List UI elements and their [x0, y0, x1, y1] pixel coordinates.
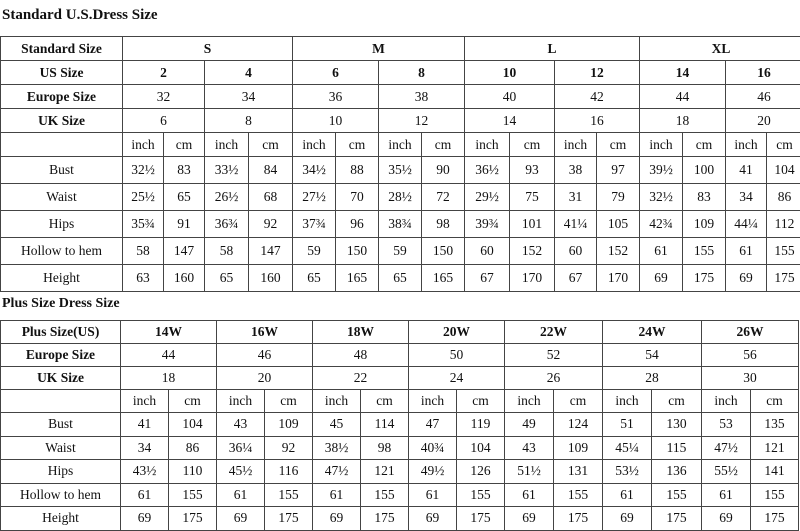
row-label: Hollow to hem — [1, 238, 123, 265]
plus-measurement-row — [1, 413, 799, 437]
unit-inch: inch — [379, 133, 422, 157]
measurement-cell: 29½ — [465, 184, 510, 211]
measurement-cell: 83 — [164, 157, 205, 184]
measurement-cell: 65 — [205, 265, 249, 292]
blank-cell — [1, 133, 123, 157]
measurement-cell: 65 — [164, 184, 205, 211]
plus-uk-size-cell: 22 — [313, 367, 409, 390]
row-label: Waist — [1, 184, 123, 211]
measurement-cell: 98 — [361, 436, 409, 460]
measurement-row — [1, 211, 800, 238]
us-size-cell: 2 — [123, 61, 205, 85]
measurement-cell: 109 — [265, 413, 313, 437]
measurement-cell: 69 — [603, 507, 652, 531]
uk-size-cell: 14 — [465, 109, 555, 133]
unit-cm: cm — [767, 133, 800, 157]
measurement-cell: 34½ — [293, 157, 336, 184]
uk-size-row — [1, 109, 800, 133]
measurement-cell: 33½ — [205, 157, 249, 184]
measurement-cell: 45¼ — [603, 436, 652, 460]
plus-europe-size-cell: 50 — [409, 344, 505, 367]
unit-cm: cm — [457, 390, 505, 413]
europe-size-cell: 32 — [123, 85, 205, 109]
measurement-cell: 53 — [702, 413, 751, 437]
measurement-cell: 69 — [726, 265, 767, 292]
unit-cm: cm — [597, 133, 640, 157]
row-label: Height — [1, 507, 121, 531]
measurement-cell: 175 — [554, 507, 603, 531]
uk-size-cell: 8 — [205, 109, 293, 133]
size-group-header: L — [465, 37, 640, 61]
measurement-cell: 28½ — [379, 184, 422, 211]
measurement-cell: 43 — [217, 413, 265, 437]
unit-inch: inch — [205, 133, 249, 157]
measurement-cell: 110 — [169, 460, 217, 484]
measurement-cell: 155 — [169, 483, 217, 507]
measurement-cell: 92 — [249, 211, 293, 238]
unit-inch: inch — [640, 133, 683, 157]
measurement-cell: 40¾ — [409, 436, 457, 460]
row-label: Hips — [1, 211, 123, 238]
measurement-cell: 59 — [379, 238, 422, 265]
measurement-cell: 91 — [164, 211, 205, 238]
measurement-cell: 69 — [313, 507, 361, 531]
measurement-cell: 35¾ — [123, 211, 164, 238]
measurement-cell: 49½ — [409, 460, 457, 484]
measurement-cell: 150 — [336, 238, 379, 265]
unit-inch: inch — [555, 133, 597, 157]
plus-us-size-cell: 22W — [505, 321, 603, 344]
unit-inch: inch — [293, 133, 336, 157]
measurement-cell: 26½ — [205, 184, 249, 211]
measurement-cell: 109 — [554, 436, 603, 460]
measurement-cell: 155 — [751, 483, 799, 507]
measurement-cell: 101 — [510, 211, 555, 238]
standard-size-header-row — [1, 37, 800, 61]
measurement-cell: 175 — [652, 507, 702, 531]
plus-uk-size-row — [1, 367, 799, 390]
unit-cm: cm — [169, 390, 217, 413]
row-label: Standard Size — [1, 37, 123, 61]
measurement-cell: 61 — [313, 483, 361, 507]
us-size-cell: 8 — [379, 61, 465, 85]
measurement-row — [1, 265, 800, 292]
uk-size-cell: 16 — [555, 109, 640, 133]
plus-measurement-row — [1, 436, 799, 460]
plus-europe-size-cell: 54 — [603, 344, 702, 367]
row-label: Plus Size(US) — [1, 321, 121, 344]
measurement-cell: 136 — [652, 460, 702, 484]
us-size-cell: 4 — [205, 61, 293, 85]
plus-europe-size-cell: 52 — [505, 344, 603, 367]
unit-cm: cm — [361, 390, 409, 413]
unit-inch: inch — [121, 390, 169, 413]
measurement-cell: 147 — [164, 238, 205, 265]
plus-unit-row — [1, 390, 799, 413]
unit-cm: cm — [751, 390, 799, 413]
measurement-cell: 34 — [121, 436, 169, 460]
measurement-cell: 170 — [510, 265, 555, 292]
plus-measurement-row — [1, 460, 799, 484]
measurement-cell: 53½ — [603, 460, 652, 484]
measurement-cell: 155 — [457, 483, 505, 507]
unit-row — [1, 133, 800, 157]
measurement-cell: 41¼ — [555, 211, 597, 238]
plus-europe-size-cell: 48 — [313, 344, 409, 367]
plus-uk-size-cell: 20 — [217, 367, 313, 390]
size-group-header: XL — [640, 37, 800, 61]
measurement-cell: 61 — [702, 483, 751, 507]
measurement-cell: 42¾ — [640, 211, 683, 238]
plus-europe-size-cell: 46 — [217, 344, 313, 367]
measurement-cell: 35½ — [379, 157, 422, 184]
measurement-cell: 114 — [361, 413, 409, 437]
measurement-cell: 75 — [510, 184, 555, 211]
measurement-cell: 98 — [422, 211, 465, 238]
measurement-cell: 92 — [265, 436, 313, 460]
europe-size-cell: 36 — [293, 85, 379, 109]
us-size-cell: 16 — [726, 61, 800, 85]
measurement-cell: 135 — [751, 413, 799, 437]
measurement-cell: 112 — [767, 211, 800, 238]
measurement-row — [1, 184, 800, 211]
measurement-cell: 152 — [510, 238, 555, 265]
us-size-cell: 14 — [640, 61, 726, 85]
size-group-header: M — [293, 37, 465, 61]
unit-inch: inch — [409, 390, 457, 413]
unit-cm: cm — [164, 133, 205, 157]
measurement-cell: 47½ — [313, 460, 361, 484]
europe-size-cell: 46 — [726, 85, 800, 109]
measurement-cell: 104 — [767, 157, 800, 184]
measurement-cell: 39½ — [640, 157, 683, 184]
unit-inch: inch — [702, 390, 751, 413]
row-label: UK Size — [1, 367, 121, 390]
size-group-header: S — [123, 37, 293, 61]
measurement-cell: 65 — [379, 265, 422, 292]
measurement-cell: 86 — [169, 436, 217, 460]
measurement-cell: 58 — [123, 238, 164, 265]
measurement-cell: 96 — [336, 211, 379, 238]
measurement-cell: 69 — [702, 507, 751, 531]
measurement-cell: 36¼ — [217, 436, 265, 460]
measurement-cell: 90 — [422, 157, 465, 184]
measurement-cell: 141 — [751, 460, 799, 484]
measurement-cell: 58 — [205, 238, 249, 265]
measurement-cell: 38 — [555, 157, 597, 184]
plus-us-size-cell: 24W — [603, 321, 702, 344]
row-label: Bust — [1, 413, 121, 437]
measurement-cell: 61 — [121, 483, 169, 507]
measurement-cell: 155 — [265, 483, 313, 507]
measurement-cell: 61 — [217, 483, 265, 507]
measurement-cell: 155 — [683, 238, 726, 265]
europe-size-cell: 40 — [465, 85, 555, 109]
measurement-cell: 65 — [293, 265, 336, 292]
measurement-cell: 152 — [597, 238, 640, 265]
measurement-cell: 131 — [554, 460, 603, 484]
measurement-cell: 175 — [457, 507, 505, 531]
plus-uk-size-cell: 26 — [505, 367, 603, 390]
measurement-cell: 45 — [313, 413, 361, 437]
plus-uk-size-cell: 30 — [702, 367, 799, 390]
measurement-cell: 155 — [361, 483, 409, 507]
uk-size-cell: 10 — [293, 109, 379, 133]
unit-inch: inch — [505, 390, 554, 413]
europe-size-row — [1, 85, 800, 109]
measurement-cell: 61 — [640, 238, 683, 265]
measurement-cell: 70 — [336, 184, 379, 211]
plus-size-title: Plus Size Dress Size — [2, 297, 120, 311]
measurement-cell: 41 — [121, 413, 169, 437]
measurement-cell: 155 — [652, 483, 702, 507]
measurement-row — [1, 157, 800, 184]
measurement-cell: 32½ — [640, 184, 683, 211]
measurement-cell: 47½ — [702, 436, 751, 460]
measurement-cell: 45½ — [217, 460, 265, 484]
plus-us-size-cell: 26W — [702, 321, 799, 344]
unit-inch: inch — [123, 133, 164, 157]
plus-europe-size-cell: 56 — [702, 344, 799, 367]
measurement-cell: 27½ — [293, 184, 336, 211]
europe-size-cell: 34 — [205, 85, 293, 109]
measurement-cell: 49 — [505, 413, 554, 437]
measurement-cell: 60 — [555, 238, 597, 265]
measurement-cell: 69 — [409, 507, 457, 531]
standard-size-table — [0, 36, 800, 292]
measurement-cell: 175 — [751, 507, 799, 531]
measurement-cell: 61 — [726, 238, 767, 265]
unit-inch: inch — [726, 133, 767, 157]
europe-size-cell: 38 — [379, 85, 465, 109]
measurement-cell: 121 — [361, 460, 409, 484]
uk-size-cell: 6 — [123, 109, 205, 133]
measurement-cell: 69 — [640, 265, 683, 292]
unit-inch: inch — [465, 133, 510, 157]
measurement-cell: 155 — [554, 483, 603, 507]
plus-us-size-cell: 20W — [409, 321, 505, 344]
us-size-cell: 10 — [465, 61, 555, 85]
uk-size-cell: 20 — [726, 109, 800, 133]
measurement-cell: 32½ — [123, 157, 164, 184]
measurement-cell: 43 — [505, 436, 554, 460]
measurement-cell: 67 — [465, 265, 510, 292]
us-size-cell: 12 — [555, 61, 640, 85]
measurement-cell: 39¾ — [465, 211, 510, 238]
measurement-cell: 44¼ — [726, 211, 767, 238]
measurement-cell: 84 — [249, 157, 293, 184]
row-label: Hollow to hem — [1, 483, 121, 507]
uk-size-cell: 18 — [640, 109, 726, 133]
plus-us-size-cell: 14W — [121, 321, 217, 344]
measurement-cell: 175 — [169, 507, 217, 531]
measurement-cell: 86 — [767, 184, 800, 211]
measurement-cell: 25½ — [123, 184, 164, 211]
measurement-cell: 130 — [652, 413, 702, 437]
us-size-row — [1, 61, 800, 85]
row-label: Height — [1, 265, 123, 292]
plus-europe-size-row — [1, 344, 799, 367]
measurement-cell: 43½ — [121, 460, 169, 484]
measurement-cell: 83 — [683, 184, 726, 211]
plus-europe-size-cell: 44 — [121, 344, 217, 367]
measurement-cell: 104 — [169, 413, 217, 437]
row-label: Europe Size — [1, 85, 123, 109]
plus-measurement-row — [1, 507, 799, 531]
measurement-cell: 175 — [265, 507, 313, 531]
blank-cell — [1, 390, 121, 413]
measurement-cell: 69 — [217, 507, 265, 531]
measurement-cell: 116 — [265, 460, 313, 484]
measurement-cell: 119 — [457, 413, 505, 437]
measurement-cell: 100 — [683, 157, 726, 184]
measurement-cell: 121 — [751, 436, 799, 460]
measurement-cell: 160 — [249, 265, 293, 292]
unit-cm: cm — [510, 133, 555, 157]
plus-us-size-row — [1, 321, 799, 344]
measurement-cell: 104 — [457, 436, 505, 460]
measurement-cell: 93 — [510, 157, 555, 184]
measurement-cell: 170 — [597, 265, 640, 292]
measurement-cell: 69 — [121, 507, 169, 531]
row-label: Europe Size — [1, 344, 121, 367]
measurement-cell: 59 — [293, 238, 336, 265]
measurement-cell: 61 — [505, 483, 554, 507]
measurement-cell: 160 — [164, 265, 205, 292]
plus-size-table — [0, 320, 799, 531]
row-label: Hips — [1, 460, 121, 484]
measurement-cell: 175 — [361, 507, 409, 531]
measurement-cell: 67 — [555, 265, 597, 292]
measurement-cell: 155 — [767, 238, 800, 265]
europe-size-cell: 42 — [555, 85, 640, 109]
measurement-row — [1, 238, 800, 265]
standard-size-title: Standard U.S.Dress Size — [2, 8, 158, 23]
measurement-cell: 68 — [249, 184, 293, 211]
measurement-cell: 109 — [683, 211, 726, 238]
uk-size-cell: 12 — [379, 109, 465, 133]
measurement-cell: 175 — [767, 265, 800, 292]
plus-uk-size-cell: 28 — [603, 367, 702, 390]
unit-cm: cm — [422, 133, 465, 157]
unit-cm: cm — [683, 133, 726, 157]
unit-cm: cm — [249, 133, 293, 157]
row-label: US Size — [1, 61, 123, 85]
unit-inch: inch — [217, 390, 265, 413]
plus-us-size-cell: 16W — [217, 321, 313, 344]
measurement-cell: 51 — [603, 413, 652, 437]
measurement-cell: 36½ — [465, 157, 510, 184]
measurement-cell: 124 — [554, 413, 603, 437]
measurement-cell: 61 — [603, 483, 652, 507]
measurement-cell: 97 — [597, 157, 640, 184]
measurement-cell: 51½ — [505, 460, 554, 484]
measurement-cell: 37¾ — [293, 211, 336, 238]
measurement-cell: 38¾ — [379, 211, 422, 238]
europe-size-cell: 44 — [640, 85, 726, 109]
measurement-cell: 61 — [409, 483, 457, 507]
plus-uk-size-cell: 18 — [121, 367, 217, 390]
measurement-cell: 38½ — [313, 436, 361, 460]
measurement-cell: 88 — [336, 157, 379, 184]
measurement-cell: 147 — [249, 238, 293, 265]
measurement-cell: 69 — [505, 507, 554, 531]
measurement-cell: 36¾ — [205, 211, 249, 238]
measurement-cell: 165 — [336, 265, 379, 292]
unit-cm: cm — [265, 390, 313, 413]
row-label: Waist — [1, 436, 121, 460]
unit-inch: inch — [603, 390, 652, 413]
measurement-cell: 60 — [465, 238, 510, 265]
unit-cm: cm — [336, 133, 379, 157]
measurement-cell: 47 — [409, 413, 457, 437]
plus-uk-size-cell: 24 — [409, 367, 505, 390]
row-label: Bust — [1, 157, 123, 184]
measurement-cell: 34 — [726, 184, 767, 211]
measurement-cell: 175 — [683, 265, 726, 292]
measurement-cell: 150 — [422, 238, 465, 265]
plus-measurement-row — [1, 483, 799, 507]
measurement-cell: 126 — [457, 460, 505, 484]
unit-cm: cm — [652, 390, 702, 413]
measurement-cell: 72 — [422, 184, 465, 211]
measurement-cell: 115 — [652, 436, 702, 460]
measurement-cell: 105 — [597, 211, 640, 238]
measurement-cell: 165 — [422, 265, 465, 292]
unit-inch: inch — [313, 390, 361, 413]
unit-cm: cm — [554, 390, 603, 413]
measurement-cell: 41 — [726, 157, 767, 184]
measurement-cell: 79 — [597, 184, 640, 211]
measurement-cell: 55½ — [702, 460, 751, 484]
measurement-cell: 63 — [123, 265, 164, 292]
us-size-cell: 6 — [293, 61, 379, 85]
row-label: UK Size — [1, 109, 123, 133]
plus-us-size-cell: 18W — [313, 321, 409, 344]
measurement-cell: 31 — [555, 184, 597, 211]
